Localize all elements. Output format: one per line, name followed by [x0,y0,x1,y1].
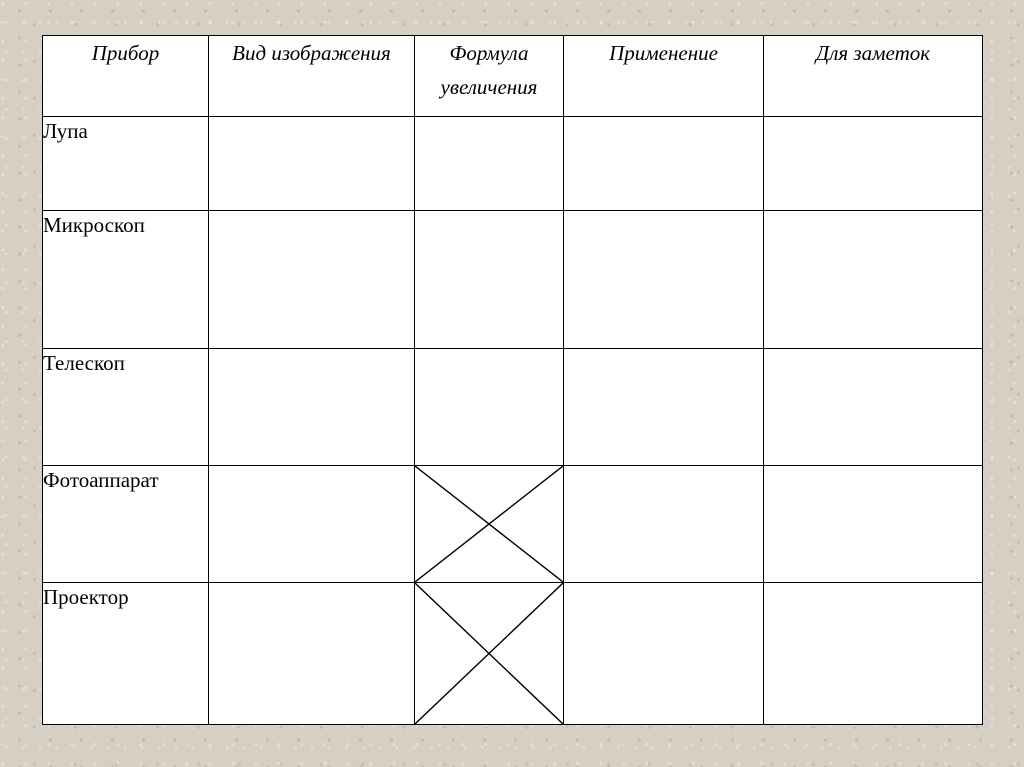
row-label: Фотоаппарат [43,466,209,583]
table-cell[interactable] [209,117,415,211]
row-label: Проектор [43,583,209,725]
cross-mark-icon [415,466,563,582]
header-image-type: Вид изображения [209,36,415,117]
table-cell[interactable] [764,211,983,349]
table-cell[interactable] [209,349,415,466]
worksheet [42,35,982,724]
table-row [43,211,983,349]
table-row [43,349,983,466]
table-cell[interactable] [564,117,764,211]
table-cell[interactable] [209,211,415,349]
table-cell[interactable] [564,211,764,349]
crossed-out-cell [415,466,564,583]
table-cell[interactable] [564,466,764,583]
row-label: Лупа [43,117,209,211]
header-magnification-formula: Формула увеличения [415,36,564,117]
table-cell[interactable] [764,349,983,466]
table-cell[interactable] [764,583,983,725]
table-cell[interactable] [415,349,564,466]
header-application: Применение [564,36,764,117]
table-row [43,466,983,583]
row-label: Микроскоп [43,211,209,349]
table-cell[interactable] [564,349,764,466]
table-row [43,117,983,211]
table-cell[interactable] [764,117,983,211]
header-device: Прибор [43,36,209,117]
table-cell[interactable] [564,583,764,725]
optical-devices-table [42,35,983,725]
table-cell[interactable] [209,583,415,725]
header-row [43,36,983,117]
table-cell[interactable] [209,466,415,583]
table-cell[interactable] [764,466,983,583]
table-cell[interactable] [415,117,564,211]
cross-mark-icon [415,583,563,724]
header-notes: Для заметок [764,36,983,117]
table-cell[interactable] [415,211,564,349]
row-label: Телескоп [43,349,209,466]
table-row [43,583,983,725]
crossed-out-cell [415,583,564,725]
